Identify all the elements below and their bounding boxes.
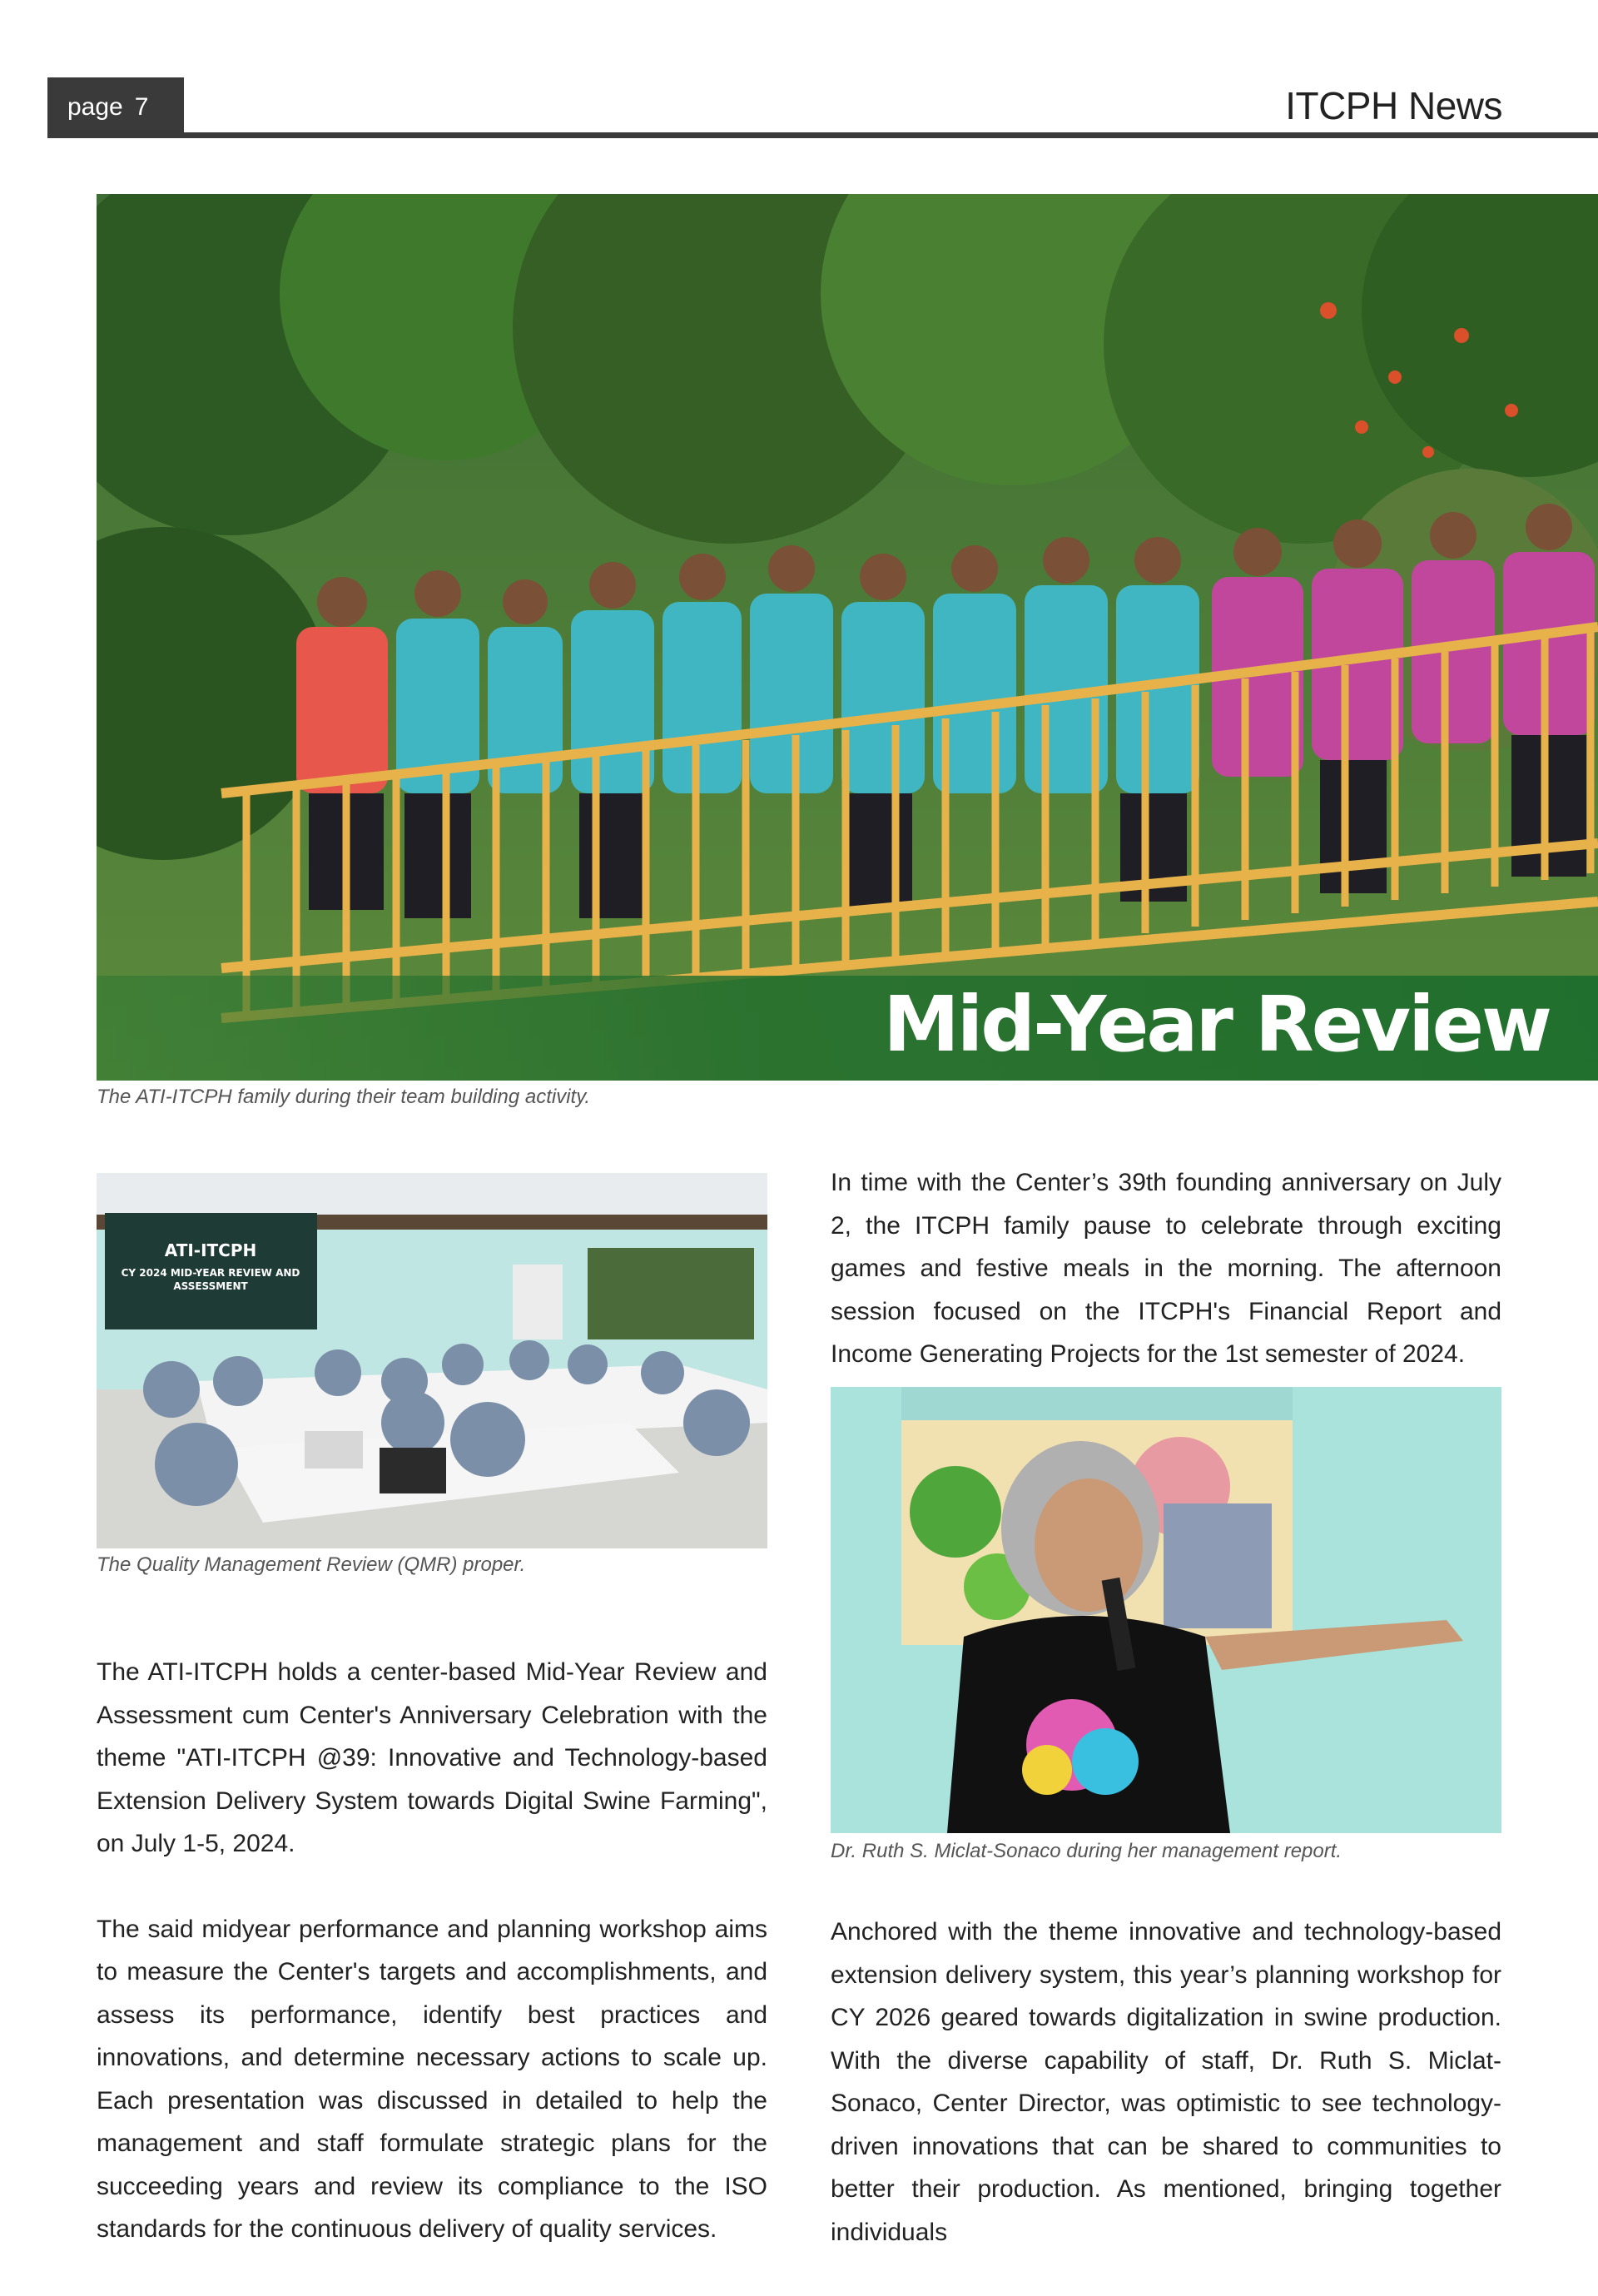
speaker-caption: Dr. Ruth S. Miclat-Sonaco during her management report. [831, 1840, 1342, 1862]
article-right-bottom [831, 1911, 1501, 2296]
speaker-photo-image [831, 1387, 1501, 1833]
hero-photo [97, 194, 1598, 1081]
publication-title: ITCPH News [1285, 84, 1502, 127]
right-paragraph-1: In time with the Center’s 39th founding anniversary on July 2, the ITCPH family pause to celebrate through exciting games and festive meals in the morning. The afternoon session focused on the ITCPH's Financial Report and Income Generating Projects for the 1st semester of 2024. [831, 1169, 1501, 1368]
header-rule [47, 132, 1598, 138]
team-building-photo [97, 194, 1598, 1081]
speaker-photo [831, 1387, 1501, 1833]
qmr-caption: The Quality Management Review (QMR) proper. [97, 1553, 526, 1576]
page-label: page [67, 93, 123, 121]
left-paragraph-2: The said midyear performance and planning workshop aims to measure the Center's targets and accomplishments, and assess its performance, identify best practices and innovations, and determine necessary actions to scale up. Each presentation was discussed in detailed to help the management and staff formulate strategic plans for the succeeding years and review its compliance to the ISO standards for the continuous delivery of quality services. [97, 1915, 767, 2243]
article-right-top [831, 1161, 1501, 1419]
right-paragraph-2: Anchored with the theme innovative and technology-based extension delivery system, this year’s planning workshop for CY 2026 geared towards digitalization in swine production. With the diverse capability of staff, Dr. Ruth S. Miclat-Sonaco, Center Director, was optimistic to see technology-driven innovations that can be shared to communities to better their production. As mentioned, bringing together individuals [831, 1918, 1501, 2246]
article-left-column [97, 1651, 767, 2294]
screen-line-2: CY 2024 MID-YEAR REVIEW AND [121, 1267, 300, 1279]
article-title: Mid-Year Review [883, 980, 1550, 1069]
screen-line-1: ATI-ITCPH [164, 1240, 257, 1260]
page-number: 7 [134, 93, 149, 121]
hero-caption: The ATI-ITCPH family during their team building activity. [97, 1086, 591, 1108]
qmr-photo-image [97, 1173, 767, 1548]
qmr-photo [97, 1173, 767, 1548]
left-paragraph-1: The ATI-ITCPH holds a center-based Mid-Year Review and Assessment cum Center's Anniversary Celebration with the theme "ATI-ITCPH @39: Innovative and Technology-based Extension Delivery System towards Digital Swine Farming", on July 1-5, 2024. [97, 1658, 767, 1857]
screen-line-3: ASSESSMENT [173, 1280, 248, 1292]
page-number-tab [47, 77, 184, 137]
